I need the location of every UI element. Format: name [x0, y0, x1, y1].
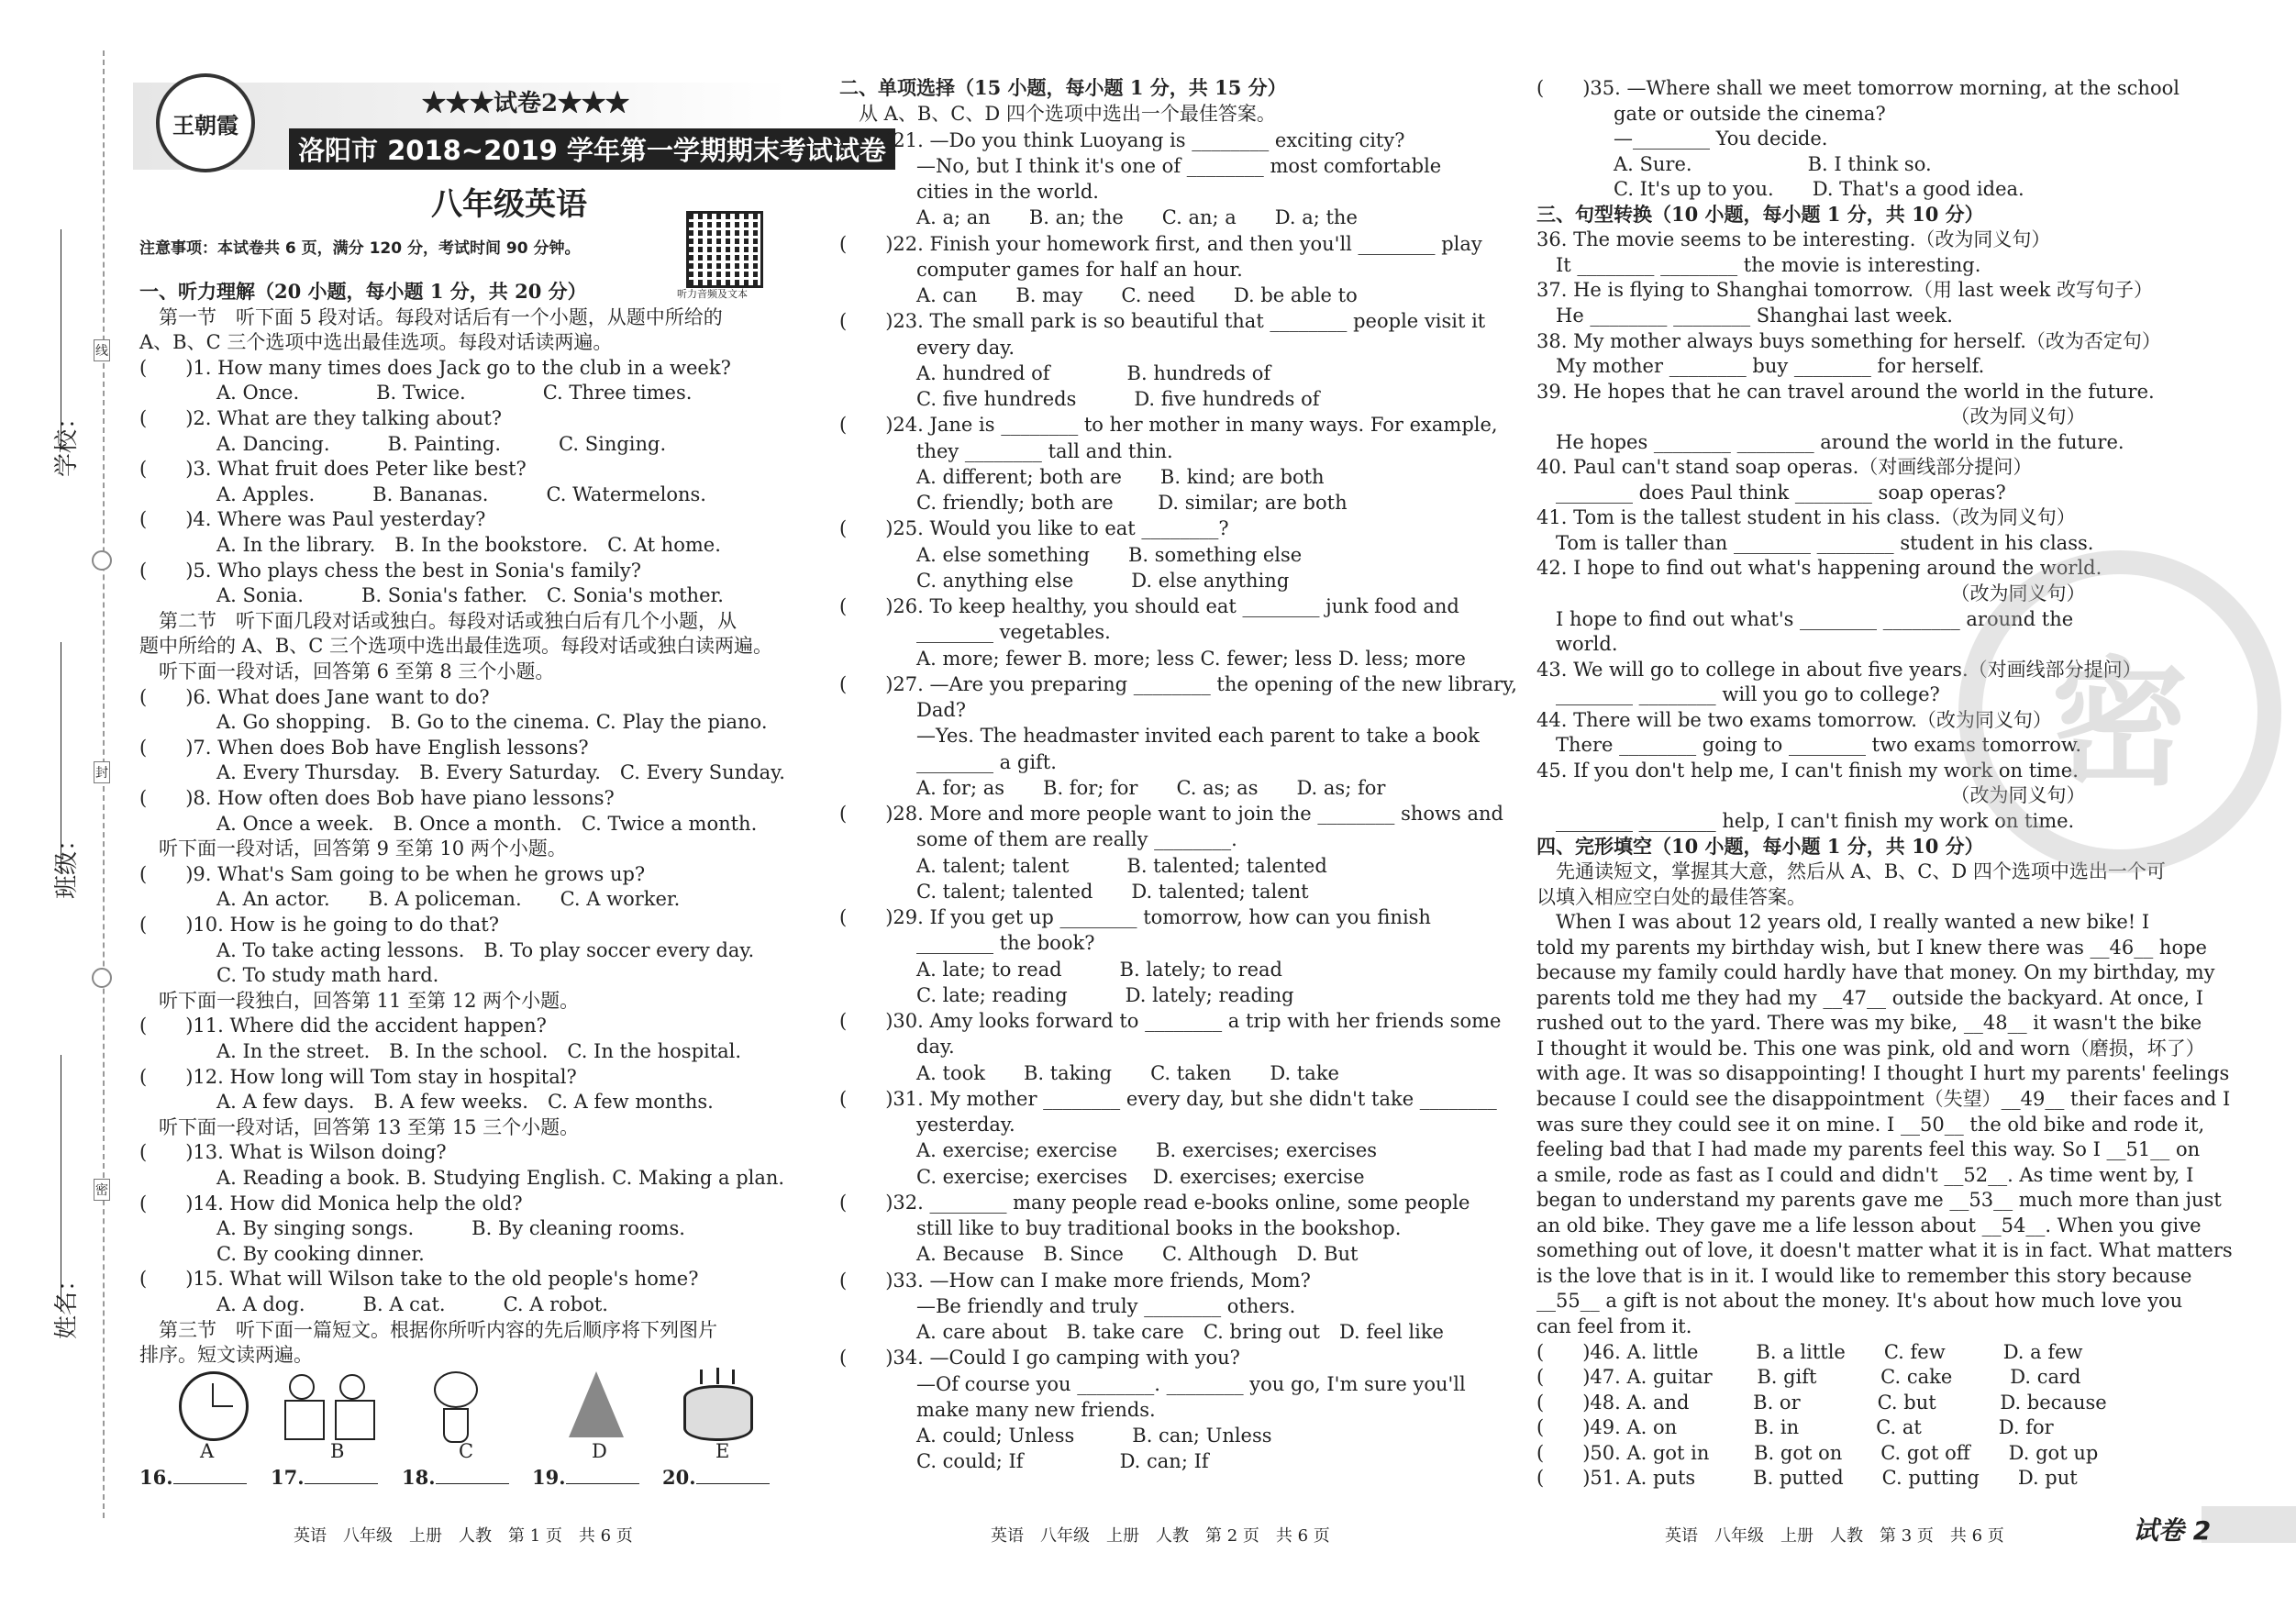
text-line: C. anything else D. else anything: [839, 569, 1290, 592]
picture-label-c: C: [459, 1440, 474, 1462]
text-line: ________ the book?: [839, 932, 1095, 955]
text-line: 37. He is flying to Shanghai tomorrow.（用 last week 改写句子）: [1536, 279, 2154, 302]
text-line: A. Sonia. B. Sonia's father. C. Sonia's mother.: [139, 584, 724, 607]
text-line: ( )31. My mother ________ every day, but she didn't take ________: [839, 1087, 1497, 1110]
footer-page-1: 英语 八年级 上册 人教 第 1 页 共 6 页: [294, 1526, 633, 1546]
text-line: ( )15. What will Wilson take to the old people's home?: [139, 1268, 699, 1291]
text-line: A. exercise; exercise B. exercises; exercises: [839, 1139, 1378, 1162]
text-line: —Be friendly and truly ________ others.: [839, 1294, 1296, 1317]
name-label: 姓名：: [53, 1267, 81, 1339]
seal-xian: 线: [94, 339, 110, 361]
text-line: 36. The movie seems to be interesting.（改为同义句）: [1536, 228, 2051, 251]
text-line: 40. Paul can't stand soap operas.（对画线部分提问）: [1536, 456, 2033, 479]
ring-icon: [92, 968, 112, 988]
text-line: 41. Tom is the tallest student in his class.（改为同义句）: [1536, 506, 2076, 529]
text-line: C. friendly; both are D. similar; are both: [839, 492, 1348, 514]
text-line: 第一节 听下面 5 段对话。每段对话后有一个小题，从题中所给的: [139, 305, 723, 328]
text-line: ( )51. A. puts B. putted C. putting D. put: [1536, 1467, 2078, 1490]
text-line: ( )28. More and more people want to join the ________ shows and: [839, 803, 1503, 825]
picture-label-b: B: [330, 1440, 345, 1462]
text-line: an old bike. They gave me a life lesson about __54__. When you give: [1536, 1214, 2202, 1237]
text-line: He hopes ________ ________ around the world in the future.: [1536, 430, 2124, 453]
text-line: A. In the street. B. In the school. C. In the hospital.: [139, 1040, 742, 1062]
text-line: ( )10. How is he going to do that?: [139, 914, 500, 936]
text-line: 45. If you don't help me, I can't finish my work on time.: [1536, 759, 2079, 782]
text-line: a smile, rode as fast as I could and didn't __52__. As time went by, I: [1536, 1163, 2194, 1186]
subject-title: 八年级英语: [431, 186, 587, 223]
text-line: A. Sure. B. I think so.: [1536, 152, 1932, 175]
footer-corner: [2202, 1506, 2296, 1543]
text-line: A、B、C 三个选项中选出最佳选项。每段对话读两遍。: [139, 331, 613, 354]
text-line: 听下面一段对话，回答第 9 至第 10 两个小题。: [139, 837, 567, 860]
text-line: A. By singing songs. B. By cleaning rooms.: [139, 1217, 685, 1240]
text-line: （改为同义句）: [1536, 784, 2086, 807]
text-line: When I was about 12 years old, I really wanted a new bike! I: [1536, 911, 2150, 934]
footer-page-2: 英语 八年级 上册 人教 第 2 页 共 6 页: [991, 1526, 1330, 1546]
logo-badge: [156, 73, 255, 172]
text-line: C. It's up to you. D. That's a good idea.: [1536, 178, 2024, 201]
text-line: A. late; to read B. lately; to read: [839, 958, 1282, 981]
text-line: ________ does Paul think ________ soap operas?: [1536, 481, 2006, 504]
text-line: He ________ ________ Shanghai last week.: [1536, 304, 1953, 327]
text-line: because I could see the disappointment（失望）__49__ their faces and I: [1536, 1088, 2231, 1110]
text-line: A. else something B. something else: [839, 543, 1303, 566]
text-line: 听下面一段对话，回答第 6 至第 8 三个小题。: [139, 660, 555, 682]
text-line: A. different; both are B. kind; are both: [839, 465, 1325, 488]
text-line: ( )48. A. and B. or C. but D. because: [1536, 1391, 2107, 1414]
text-line: A. Once. B. Twice. C. Three times.: [139, 382, 693, 405]
text-line: A. Go shopping. B. Go to the cinema. C. Play the piano.: [139, 711, 768, 734]
text-line: A. more; fewer B. more; less C. fewer; less D. less; more: [839, 647, 1466, 670]
text-line: A. for; as B. for; for C. as; as D. as; for: [839, 776, 1386, 799]
paper-tag: ★★★试卷2★★★: [422, 90, 630, 117]
text-line: 二、单项选择（15 小题，每小题 1 分，共 15 分）: [839, 76, 1287, 99]
text-line: ( )24. Jane is ________ to her mother in many ways. For example,: [839, 414, 1498, 437]
watermark-stamp: [1958, 550, 2281, 873]
text-line: 43. We will go to college in about five years.（对画线部分提问）: [1536, 658, 2142, 681]
text-line: 38. My mother always buys something for herself.（改为否定句）: [1536, 329, 2161, 352]
text-line: something out of love, it doesn't matter what it is in fact. What matters: [1536, 1239, 2233, 1262]
text-line: can feel from it.: [1536, 1314, 1692, 1337]
text-line: cities in the world.: [839, 181, 1099, 203]
text-line: A. Once a week. B. Once a month. C. Twice a month.: [139, 812, 758, 835]
text-line: 第二节 听下面几段对话或独白。每段对话或独白后有几个小题，从: [139, 609, 737, 632]
text-line: A. In the library. B. In the bookstore. C. At home.: [139, 534, 721, 556]
answer-17: 17.: [271, 1465, 378, 1489]
text-line: C. exercise; exercises D. exercises; exercise: [839, 1165, 1365, 1188]
exam-notice: 注意事项：本试卷共 6 页，满分 120 分，考试时间 90 分钟。: [139, 239, 581, 258]
text-line: ( )26. To keep healthy, you should eat ________ junk food and: [839, 595, 1459, 617]
text-line: I hope to find out what's ________ ________ around the: [1536, 607, 2074, 630]
text-line: My mother ________ buy ________ for herself.: [1536, 355, 1985, 378]
text-line: 以填入相应空白处的最佳答案。: [1536, 885, 1806, 908]
cake-picture: [683, 1385, 753, 1441]
text-line: ( )1. How many times does Jack go to the club in a week?: [139, 356, 731, 379]
text-line: A. Reading a book. B. Studying English. C. Making a plan.: [139, 1167, 785, 1189]
exam-title: 洛阳市 2018~2019 学年第一学期期末考试试卷: [289, 128, 895, 170]
text-line: A. A few days. B. A few weeks. C. A few months.: [139, 1091, 714, 1114]
footer-page-3: 英语 八年级 上册 人教 第 3 页 共 6 页: [1665, 1526, 2004, 1546]
text-line: ( )5. Who plays chess the best in Sonia's family?: [139, 559, 641, 582]
picture-label-a: A: [200, 1440, 215, 1462]
text-line: ( )4. Where was Paul yesterday?: [139, 508, 486, 531]
text-line: ( )34. —Could I go camping with you?: [839, 1347, 1240, 1370]
text-line: ( )50. A. got in B. got on C. got off D. got up: [1536, 1441, 2099, 1464]
text-line: 题中所给的 A、B、C 三个选项中选出最佳选项。每段对话或独白读两遍。: [139, 635, 773, 658]
text-line: ( )6. What does Jane want to do?: [139, 685, 490, 708]
text-line: ( )8. How often does Bob have piano lessons?: [139, 787, 615, 809]
text-line: 42. I hope to find out what's happening around the world.: [1536, 557, 2102, 580]
text-line: day.: [839, 1036, 955, 1059]
text-line: every day.: [839, 336, 1015, 359]
text-line: 排序。短文读两遍。: [139, 1344, 313, 1367]
text-line: A. care about B. take care C. bring out D. feel like: [839, 1321, 1444, 1343]
seal-feng: 封: [94, 761, 110, 783]
text-line: A. hundred of B. hundreds of: [839, 361, 1271, 384]
text-line: ( )13. What is Wilson doing?: [139, 1141, 447, 1164]
text-line: ( )32. ________ many people read e-books online, some people: [839, 1191, 1470, 1214]
binding-line: [103, 50, 105, 1518]
text-line: A. A dog. B. A cat. C. A robot.: [139, 1293, 608, 1315]
text-line: because my family could hardly have that money. On my birthday, my: [1536, 961, 2215, 984]
text-line: with age. It was so disappointing! I thought I hurt my parents' feelings: [1536, 1062, 2230, 1085]
text-line: ( )11. Where did the accident happen?: [139, 1015, 547, 1037]
text-line: ( )23. The small park is so beautiful that ________ people visit it: [839, 310, 1486, 333]
flowers-picture: [427, 1371, 482, 1440]
clock-picture: [179, 1371, 249, 1441]
text-line: ________ ________ help, I can't finish my work on time.: [1536, 809, 2075, 832]
answer-20: 20.: [662, 1465, 770, 1489]
picture-label-e: E: [715, 1440, 730, 1462]
text-line: （改为同义句）: [1536, 405, 2086, 428]
stamp-char: 密: [2050, 643, 2189, 804]
text-line: —Of course you ________. ________ you go, I'm sure you'll: [839, 1372, 1466, 1395]
text-line: some of them are really ________.: [839, 828, 1237, 851]
text-line: I thought it would be. This one was pink, old and worn（磨损，坏了）: [1536, 1037, 2205, 1059]
text-line: is the love that is in it. I would like to remember this story because: [1536, 1264, 2192, 1287]
text-line: 听下面一段独白，回答第 11 至第 12 两个小题。: [139, 989, 580, 1012]
text-line: A. Every Thursday. B. Every Saturday. C. Every Sunday.: [139, 761, 785, 784]
text-line: （改为同义句）: [1536, 582, 2086, 604]
text-line: ( )12. How long will Tom stay in hospital?: [139, 1065, 577, 1088]
text-line: ( )46. A. little B. a little C. few D. a few: [1536, 1340, 2083, 1363]
text-line: A. took B. taking C. taken D. take: [839, 1061, 1339, 1084]
text-line: C. could; If D. can; If: [839, 1450, 1209, 1473]
text-line: ________ a gift.: [839, 750, 1057, 773]
text-line: 四、完形填空（10 小题，每小题 1 分，共 10 分）: [1536, 834, 1984, 858]
text-line: yesterday.: [839, 1114, 1015, 1136]
text-line: ( )9. What's Sam going to be when he grows up?: [139, 862, 646, 885]
qr-caption: 听力音频及文本: [677, 288, 748, 300]
text-line: told my parents my birthday wish, but I knew there was __46__ hope: [1536, 936, 2207, 959]
answer-18: 18.: [402, 1465, 509, 1489]
text-line: Tom is taller than ________ ________ student in his class.: [1536, 531, 2094, 554]
text-line: ( )30. Amy looks forward to ________ a trip with her friends some: [839, 1010, 1502, 1032]
text-line: C. By cooking dinner.: [139, 1242, 425, 1265]
text-line: __55__ a gift is not about the money. It's about how much love you: [1536, 1290, 2183, 1313]
text-line: —________ You decide.: [1536, 128, 1828, 150]
answer-19: 19.: [532, 1465, 639, 1489]
footer-paper-tag: 试卷 2: [2133, 1515, 2212, 1546]
text-line: ( )2. What are they talking about?: [139, 407, 503, 429]
text-line: ( )3. What fruit does Peter like best?: [139, 458, 527, 481]
text-line: —No, but I think it's one of ________ most comfortable: [839, 154, 1442, 177]
text-line: gate or outside the cinema?: [1536, 102, 1886, 125]
text-line: ________ vegetables.: [839, 621, 1111, 644]
text-line: C. five hundreds D. five hundreds of: [839, 388, 1320, 410]
text-line: 39. He hopes that he can travel around the world in the future.: [1536, 380, 2155, 403]
ring-icon: [92, 550, 112, 571]
text-line: rushed out to the yard. There was my bike, __48__ it wasn't the bike: [1536, 1012, 2202, 1035]
text-line: A. To take acting lessons. B. To play soccer every day.: [139, 938, 755, 961]
school-label: 学校：: [53, 405, 81, 477]
logo-text: 王朝霞: [172, 111, 238, 139]
text-line: feeling bad that I had made my parents feel this way. So I __51__ on: [1536, 1138, 2201, 1161]
text-line: began to understand my parents gave me __53__ much more than just: [1536, 1189, 2222, 1212]
text-line: still like to buy traditional books in the bookshop.: [839, 1217, 1402, 1239]
text-line: A. can B. may C. need D. be able to: [839, 284, 1358, 306]
text-line: 三、句型转换（10 小题，每小题 1 分，共 10 分）: [1536, 202, 1984, 226]
text-line: A. Because B. Since C. Although D. But: [839, 1243, 1359, 1266]
text-line: It ________ ________ the movie is interesting.: [1536, 253, 1981, 276]
text-line: ( )27. —Are you preparing ________ the opening of the new library,: [839, 672, 1517, 695]
text-line: A. An actor. B. A policeman. C. A worker.: [139, 888, 681, 911]
text-line: ( )14. How did Monica help the old?: [139, 1192, 523, 1214]
text-line: A. Apples. B. Bananas. C. Watermelons.: [139, 482, 706, 505]
seal-mi: 密: [94, 1179, 110, 1201]
class-label: 班级：: [53, 826, 81, 899]
text-line: 一、听力理解（20 小题，每小题 1 分，共 20 分）: [139, 280, 587, 303]
qr-code[interactable]: [686, 211, 763, 288]
text-line: Dad?: [839, 699, 967, 721]
text-line: ( )21. —Do you think Luoyang is ________ exciting city?: [839, 128, 1405, 151]
text-line: A. could; Unless B. can; Unless: [839, 1425, 1272, 1447]
text-line: C. To study math hard.: [139, 964, 439, 987]
text-line: A. Dancing. B. Painting. C. Singing.: [139, 432, 667, 455]
answer-16: 16.: [139, 1465, 247, 1489]
text-line: 先通读短文，掌握其大意，然后从 A、B、C、D 四个选项中选出一个可: [1536, 860, 2166, 883]
text-line: ( )35. —Where shall we meet tomorrow morning, at the school: [1536, 77, 2180, 99]
text-line: ( )49. A. on B. in C. at D. for: [1536, 1416, 2054, 1439]
text-line: A. talent; talent B. talented; talented: [839, 854, 1327, 877]
text-line: 第三节 听下面一篇短文。根据你所听内容的先后顺序将下列图片: [139, 1318, 717, 1341]
text-line: ( )7. When does Bob have English lessons?: [139, 736, 589, 759]
text-line: make many new friends.: [839, 1398, 1156, 1421]
text-line: ( )33. —How can I make more friends, Mom?: [839, 1269, 1311, 1292]
text-line: 从 A、B、C、D 四个选项中选出一个最佳答案。: [839, 103, 1276, 126]
text-line: world.: [1536, 633, 1618, 656]
dress-picture: [569, 1371, 624, 1437]
text-line: parents told me they had my __47__ outside the backyard. At once, I: [1536, 986, 2204, 1009]
text-line: A. a; an B. an; the C. an; a D. a; the: [839, 206, 1358, 229]
text-line: 听下面一段对话，回答第 13 至第 15 三个小题。: [139, 1115, 580, 1138]
text-line: computer games for half an hour.: [839, 258, 1243, 281]
text-line: C. late; reading D. lately; reading: [839, 983, 1294, 1006]
people-picture: [284, 1374, 376, 1438]
picture-label-d: D: [592, 1440, 607, 1462]
text-line: was sure they could see it on mine. I __50__ the old bike and rode it,: [1536, 1113, 2205, 1136]
text-line: ( )22. Finish your homework first, and then you'll ________ play: [839, 232, 1482, 255]
text-line: they ________ tall and thin.: [839, 439, 1173, 462]
text-line: ( )47. A. guitar B. gift C. cake D. card: [1536, 1366, 2081, 1389]
text-line: C. talent; talented D. talented; talent: [839, 880, 1309, 903]
text-line: ________ ________ will you go to college?: [1536, 683, 1940, 706]
text-line: 44. There will be two exams tomorrow.（改为同义句）: [1536, 708, 2052, 731]
text-line: —Yes. The headmaster invited each parent to take a book: [839, 725, 1480, 748]
text-line: There ________ going to ________ two exams tomorrow.: [1536, 734, 2082, 757]
text-line: ( )25. Would you like to eat ________?: [839, 517, 1229, 540]
text-line: ( )29. If you get up ________ tomorrow, how can you finish: [839, 906, 1431, 928]
